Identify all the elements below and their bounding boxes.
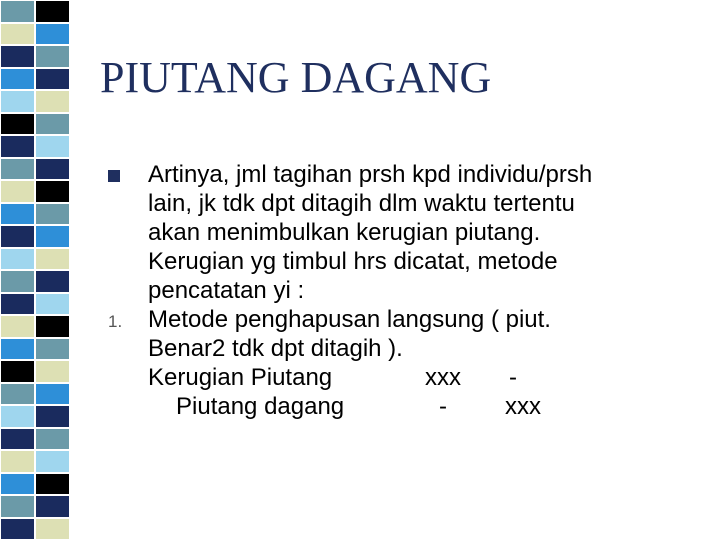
stripe-block [0,293,35,316]
stripe-block [0,495,35,518]
stripe-row [0,428,70,451]
numbered-item [108,305,688,421]
journal-account: Kerugian Piutang [148,364,333,391]
journal-credit: - [509,364,517,391]
stripe-block [0,428,35,451]
stripe-row [0,450,70,473]
stripe-block [0,450,35,473]
stripe-row [0,293,70,316]
stripe-row [0,338,70,361]
stripe-row [0,203,70,226]
stripe-block [35,23,70,46]
stripe-row [0,270,70,293]
stripe-block [0,23,35,46]
stripe-block [35,473,70,496]
stripe-block [0,135,35,158]
stripe-block [35,383,70,406]
journal-account: Piutang dagang [176,393,345,420]
square-bullet-icon [108,170,120,182]
journal-debit: - [439,393,447,420]
text-line: Artinya, jml tagihan prsh kpd individu/prsh [148,161,593,188]
bullet-text [148,160,688,305]
item-number: 1. [108,312,123,331]
stripe-block [0,180,35,203]
stripe-row [0,23,70,46]
stripe-block [35,203,70,226]
stripe-row [0,225,70,248]
stripe-block [0,90,35,113]
stripe-block [35,450,70,473]
decorative-stripe [0,0,70,540]
text-line: Kerugian yg timbul hrs dicatat, metode [148,248,558,275]
slide-title: PIUTANG DAGANG [100,53,492,102]
stripe-block [0,45,35,68]
stripe-block [0,360,35,383]
stripe-row [0,495,70,518]
stripe-row [0,0,70,23]
text-line: lain, jk tdk dpt ditagih dlm waktu tertentu [148,190,575,217]
stripe-block [0,270,35,293]
stripe-block [35,315,70,338]
stripe-block [35,225,70,248]
stripe-block [0,338,35,361]
stripe-row [0,113,70,136]
numbered-text [148,305,688,421]
stripe-row [0,383,70,406]
stripe-block [35,518,70,540]
bullet-item [108,160,688,305]
stripe-block [0,473,35,496]
text-line: akan menimbulkan kerugian piutang. [148,219,541,246]
stripe-block [35,405,70,428]
stripe-row [0,473,70,496]
stripe-block [35,68,70,91]
stripe-block [35,293,70,316]
stripe-block [0,315,35,338]
text-line: Metode penghapusan langsung ( piut. [148,306,551,333]
stripe-block [0,0,35,23]
stripe-block [35,248,70,271]
stripe-block [0,203,35,226]
text-line: pencatatan yi : [148,277,305,304]
stripe-row [0,518,70,540]
stripe-block [35,270,70,293]
stripe-row [0,158,70,181]
stripe-block [35,338,70,361]
stripe-row [0,315,70,338]
stripe-block [0,68,35,91]
stripe-row [0,360,70,383]
stripe-row [0,180,70,203]
stripe-block [0,248,35,271]
stripe-block [0,225,35,248]
stripe-row [0,248,70,271]
stripe-block [35,0,70,23]
stripe-block [0,113,35,136]
stripe-row [0,68,70,91]
text-line: Benar2 tdk dpt ditagih ). [148,335,403,362]
stripe-block [35,90,70,113]
journal-entry-row [148,363,688,392]
stripe-row [0,45,70,68]
stripe-block [35,180,70,203]
stripe-block [0,383,35,406]
journal-debit: xxx [425,364,461,391]
journal-entry-row [148,392,688,421]
stripe-block [35,158,70,181]
stripe-row [0,90,70,113]
slide-body [108,160,688,421]
stripe-block [35,113,70,136]
stripe-block [0,158,35,181]
stripe-block [35,428,70,451]
stripe-block [35,45,70,68]
stripe-block [0,518,35,540]
stripe-block [0,405,35,428]
stripe-row [0,405,70,428]
stripe-row [0,135,70,158]
journal-credit: xxx [505,393,541,420]
stripe-block [35,495,70,518]
stripe-block [35,360,70,383]
stripe-block [35,135,70,158]
